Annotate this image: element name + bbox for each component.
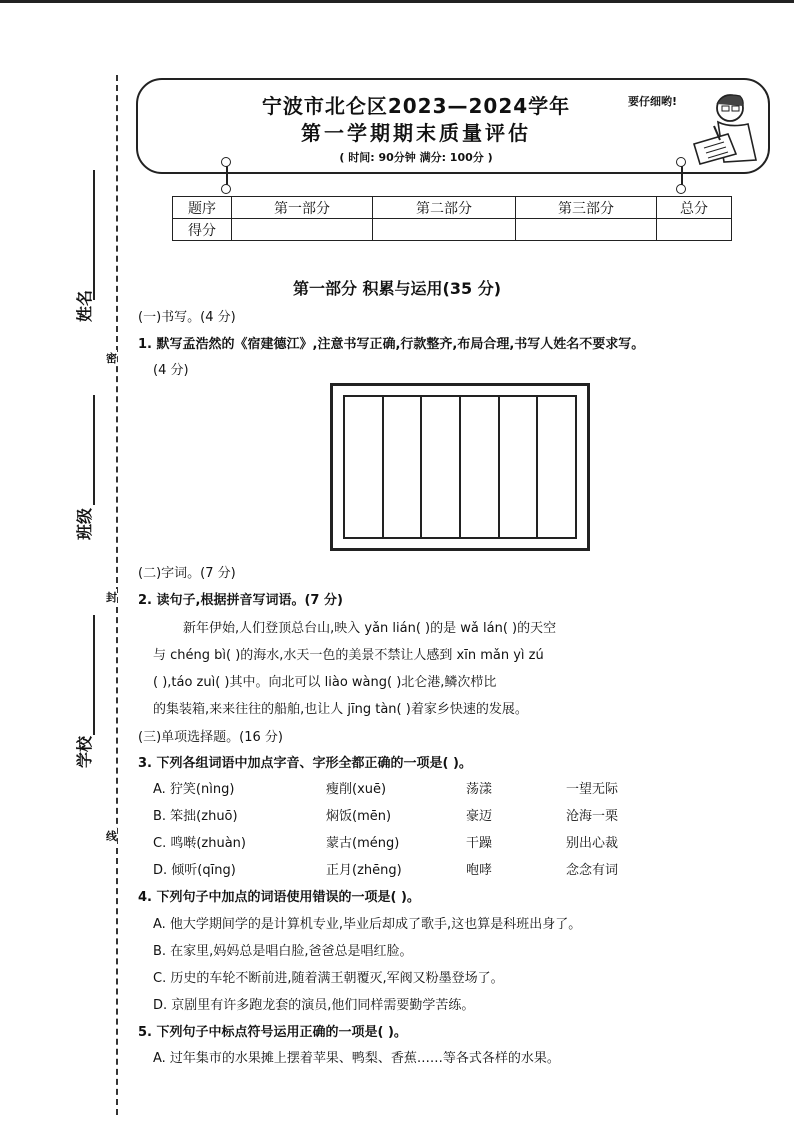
q3-option-d-4: 念念有词 — [566, 863, 619, 878]
question-1-score: (4 分) — [153, 363, 189, 378]
score-cell-part2[interactable] — [373, 219, 516, 241]
q3-option-c-1[interactable]: C. 鸣啭(zhuàn) — [153, 836, 246, 851]
q3-option-d-1[interactable]: D. 倾听(qīng) — [153, 863, 236, 878]
school-blank-line — [93, 615, 95, 735]
q3-option-a-1[interactable]: A. 狞笑(nìng) — [153, 782, 235, 797]
q3-option-d-2: 正月(zhēng) — [326, 863, 402, 878]
exam-time-info: ( 时间: 90分钟 满分: 100分 ) — [339, 151, 493, 164]
score-table-row-header: 题序 — [173, 197, 232, 219]
student-writing-illustration — [690, 86, 764, 166]
part1-title: 第一部分 积累与运用(35 分) — [292, 279, 502, 298]
question-1: 1. 默写孟浩然的《宿建德江》,注意书写正确,行款整齐,布局合理,书写人姓名不要求写。 — [138, 337, 645, 352]
seal-mark-feng: 封 — [106, 591, 117, 604]
q3-option-b-3: 豪迈 — [466, 809, 493, 824]
q3-option-c-3: 干躁 — [466, 836, 493, 851]
q3-option-b-2: 焖饭(mēn) — [326, 809, 392, 824]
class-label: 班级 — [75, 507, 94, 540]
name-label: 姓名 — [75, 289, 94, 322]
score-cell-total[interactable] — [657, 219, 732, 241]
q3-option-d-3: 咆哮 — [466, 863, 493, 878]
question-3: 3. 下列各组词语中加点字音、字形全都正确的一项是( )。 — [138, 756, 472, 771]
section1-heading: (一)书写。(4 分) — [138, 310, 236, 325]
seal-mark-mi: 密 — [106, 352, 117, 365]
question-2-line3: ( ),táo zuì( )其中。向北可以 liào wàng( )北仑港,鳞次栉比 — [153, 675, 497, 690]
top-border — [0, 0, 794, 3]
table-hook-left — [221, 184, 231, 194]
q3-option-c-2: 蒙古(méng) — [326, 836, 400, 851]
question-5: 5. 下列句子中标点符号运用正确的一项是( )。 — [138, 1025, 407, 1040]
exam-subtitle: 第一学期期末质量评估 — [301, 121, 531, 145]
score-table-col-part1: 第一部分 — [232, 197, 373, 219]
q3-option-b-4: 沧海一栗 — [566, 809, 619, 824]
score-table-col-part2: 第二部分 — [373, 197, 516, 219]
q4-option-a[interactable]: A. 他大学期间学的是计算机专业,毕业后却成了歌手,这也算是科班出身了。 — [153, 917, 582, 932]
reminder-note: 要仔细哟! — [628, 95, 678, 108]
score-cell-part3[interactable] — [516, 219, 657, 241]
seal-mark-xian: 线 — [106, 830, 117, 843]
score-table — [172, 196, 732, 241]
q3-option-a-4: 一望无际 — [566, 782, 619, 797]
section2-heading: (二)字词。(7 分) — [138, 566, 236, 581]
score-cell-part1[interactable] — [232, 219, 373, 241]
table-hook-right — [676, 184, 686, 194]
question-2-line1: 新年伊始,人们登顶总台山,映入 yǎn lián( )的是 wǎ lán( )的天空 — [183, 621, 557, 636]
q4-option-d[interactable]: D. 京剧里有许多跑龙套的演员,他们同样需要勤学苦练。 — [153, 998, 475, 1013]
q3-option-a-3: 荡漾 — [466, 782, 493, 797]
school-label: 学校 — [75, 735, 94, 768]
banner-hook-right — [676, 157, 686, 167]
exam-title: 宁波市北仑区2023—2024学年 — [261, 94, 571, 118]
score-table-col-total: 总分 — [657, 197, 732, 219]
q3-option-b-1[interactable]: B. 笨拙(zhuō) — [153, 809, 238, 824]
writing-grid[interactable] — [330, 383, 590, 551]
question-2-line2: 与 chéng bì( )的海水,水天一色的美景不禁让人感到 xīn mǎn yì zú — [153, 648, 544, 663]
score-table-col-part3: 第三部分 — [516, 197, 657, 219]
q4-option-b[interactable]: B. 在家里,妈妈总是唱白脸,爸爸总是唱红脸。 — [153, 944, 413, 959]
q5-option-a[interactable]: A. 过年集市的水果摊上摆着苹果、鸭梨、香蕉……等各式各样的水果。 — [153, 1051, 560, 1066]
section3-heading: (三)单项选择题。(16 分) — [138, 730, 283, 745]
class-blank-line — [93, 395, 95, 505]
banner-hook-left — [221, 157, 231, 167]
question-2-line4: 的集装箱,来来往往的船舶,也让人 jīng tàn( )着家乡快速的发展。 — [153, 702, 528, 717]
q3-option-c-4: 别出心裁 — [566, 836, 619, 851]
score-table-score-label: 得分 — [173, 219, 232, 241]
question-4: 4. 下列句子中加点的词语使用错误的一项是( )。 — [138, 890, 420, 905]
q4-option-c[interactable]: C. 历史的车轮不断前进,随着满王朝覆灭,军阀又粉墨登场了。 — [153, 971, 504, 986]
q3-option-a-2: 瘦削(xuē) — [326, 782, 387, 797]
question-2: 2. 读句子,根据拼音写词语。(7 分) — [138, 593, 343, 608]
